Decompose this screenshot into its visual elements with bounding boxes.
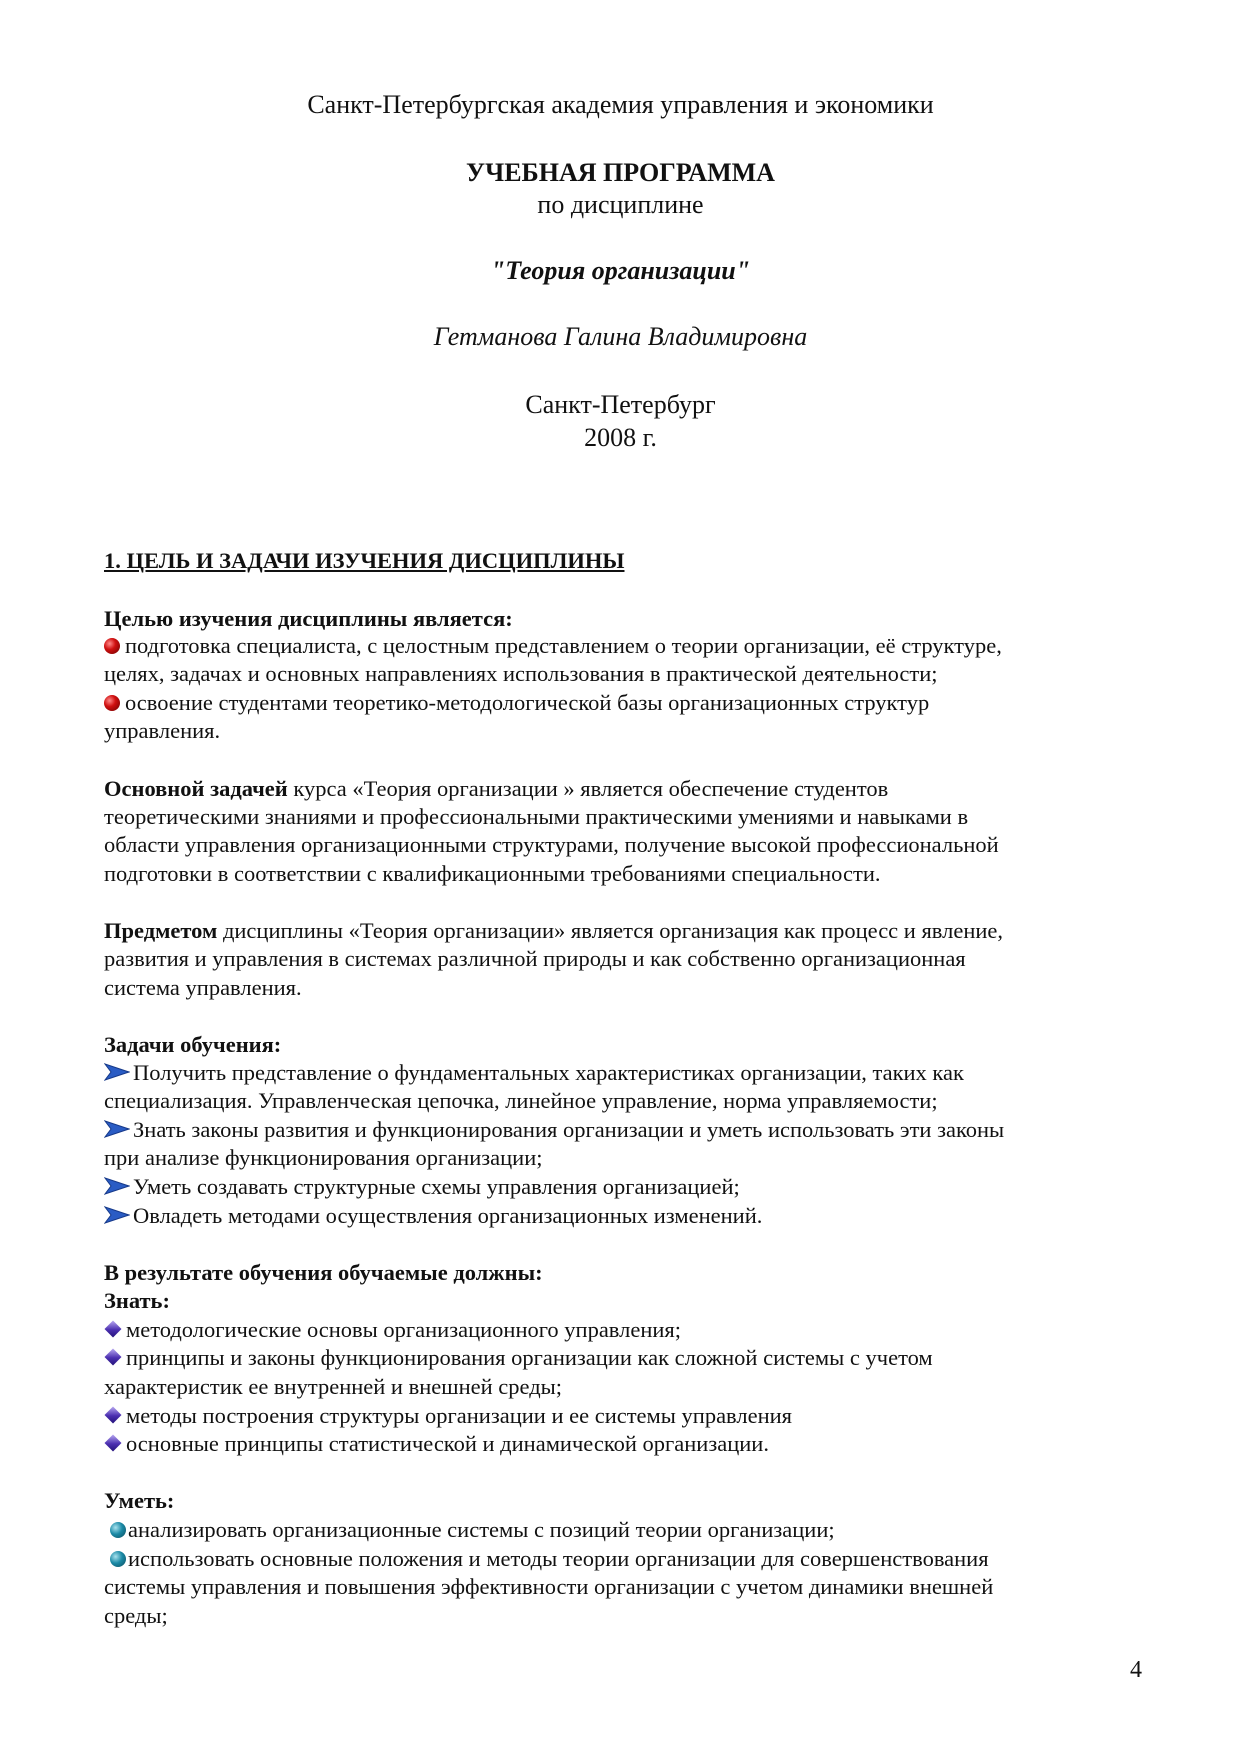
goal-item: подготовка специалиста, с целостным представлением о теории организации, её структуре, [104,633,1002,659]
arrow-bullet-icon [104,1206,130,1224]
can-item-cont: среды; [104,1603,168,1628]
can-item: анализировать организационные системы с позиций теории организации; [104,1517,835,1543]
subject-line: система управления. [104,975,302,1000]
doc-type-title: УЧЕБНАЯ ПРОГРАММА [466,158,775,187]
know-item: методы построения структуры организации и ее системы управления [104,1403,792,1429]
course-title: "Теория организации" [490,256,751,285]
learning-task-cont: специализация. Управленческая цепочка, линейное управление, норма управляемости; [104,1088,938,1113]
know-item: основные принципы статистической и динамической организации. [104,1431,769,1457]
can-item: использовать основные положения и методы теории организации для совершенствования [104,1546,989,1572]
author-name: Гетманова Галина Владимировна [433,322,808,351]
goal-item: освоение студентами теоретико-методологической базы организационных структур [104,690,929,716]
main-task-line: области управления организационными структурами, получение высокой профессиональной [104,832,999,857]
can-item-cont: системы управления и повышения эффективности организации с учетом динамики внешней [104,1574,994,1599]
red-bullet-icon [104,695,120,711]
diamond-bullet-icon [105,1434,122,1451]
diamond-bullet-icon [105,1348,122,1365]
main-task-line: подготовки в соответствии с квалификационными требованиями специальности. [104,861,881,886]
arrow-bullet-icon [104,1120,130,1138]
main-task-paragraph: Основной задачей курса «Теория организации » является обеспечение студентов [104,776,889,801]
can-label: Уметь: [104,1488,175,1513]
learning-task-item: Знать законы развития и функционирования организации и уметь использовать эти законы [104,1117,1004,1143]
subject-line: развития и управления в системах различной природы и как собственно организационная [104,946,966,971]
know-item: методологические основы организационного управления; [104,1317,681,1343]
page-number: 4 [1130,1657,1142,1683]
teal-bullet-icon [110,1522,126,1538]
city: Санкт-Петербург [525,390,716,419]
arrow-bullet-icon [104,1177,130,1195]
diamond-bullet-icon [105,1320,122,1337]
know-item: принципы и законы функционирования организации как сложной системы с учетом [104,1345,933,1371]
by-discipline: по дисциплине [537,190,704,219]
academy-name: Санкт-Петербургская академия управления и экономики [307,90,934,119]
main-task-line: теоретическими знаниями и профессиональными практическими умениями и навыками в [104,804,969,829]
diamond-bullet-icon [105,1406,122,1423]
learning-tasks-label: Задачи обучения: [104,1032,282,1057]
year: 2008 г. [584,423,657,452]
goal-label: Целью изучения дисциплины является: [104,606,513,631]
goal-item-cont: целях, задачах и основных направлениях использования в практической деятельности; [104,661,938,686]
section-heading: 1. ЦЕЛЬ И ЗАДАЧИ ИЗУЧЕНИЯ ДИСЦИПЛИНЫ [104,548,625,573]
know-item-cont: характеристик ее внутренней и внешней среды; [104,1374,563,1399]
red-bullet-icon [104,638,120,654]
teal-bullet-icon [110,1551,126,1567]
know-label: Знать: [104,1288,170,1313]
goal-item-cont: управления. [104,718,221,743]
results-label: В результате обучения обучаемые должны: [104,1260,543,1285]
subject-paragraph: Предметом дисциплины «Теория организации» является организация как процесс и явление, [104,918,1004,943]
learning-task-item: Получить представление о фундаментальных характеристиках организации, таких как [104,1060,964,1086]
learning-task-cont: при анализе функционирования организации; [104,1145,543,1170]
learning-task-item: Уметь создавать структурные схемы управления организацией; [104,1174,740,1200]
learning-task-item: Овладеть методами осуществления организационных изменений. [104,1203,762,1229]
arrow-bullet-icon [104,1063,130,1081]
